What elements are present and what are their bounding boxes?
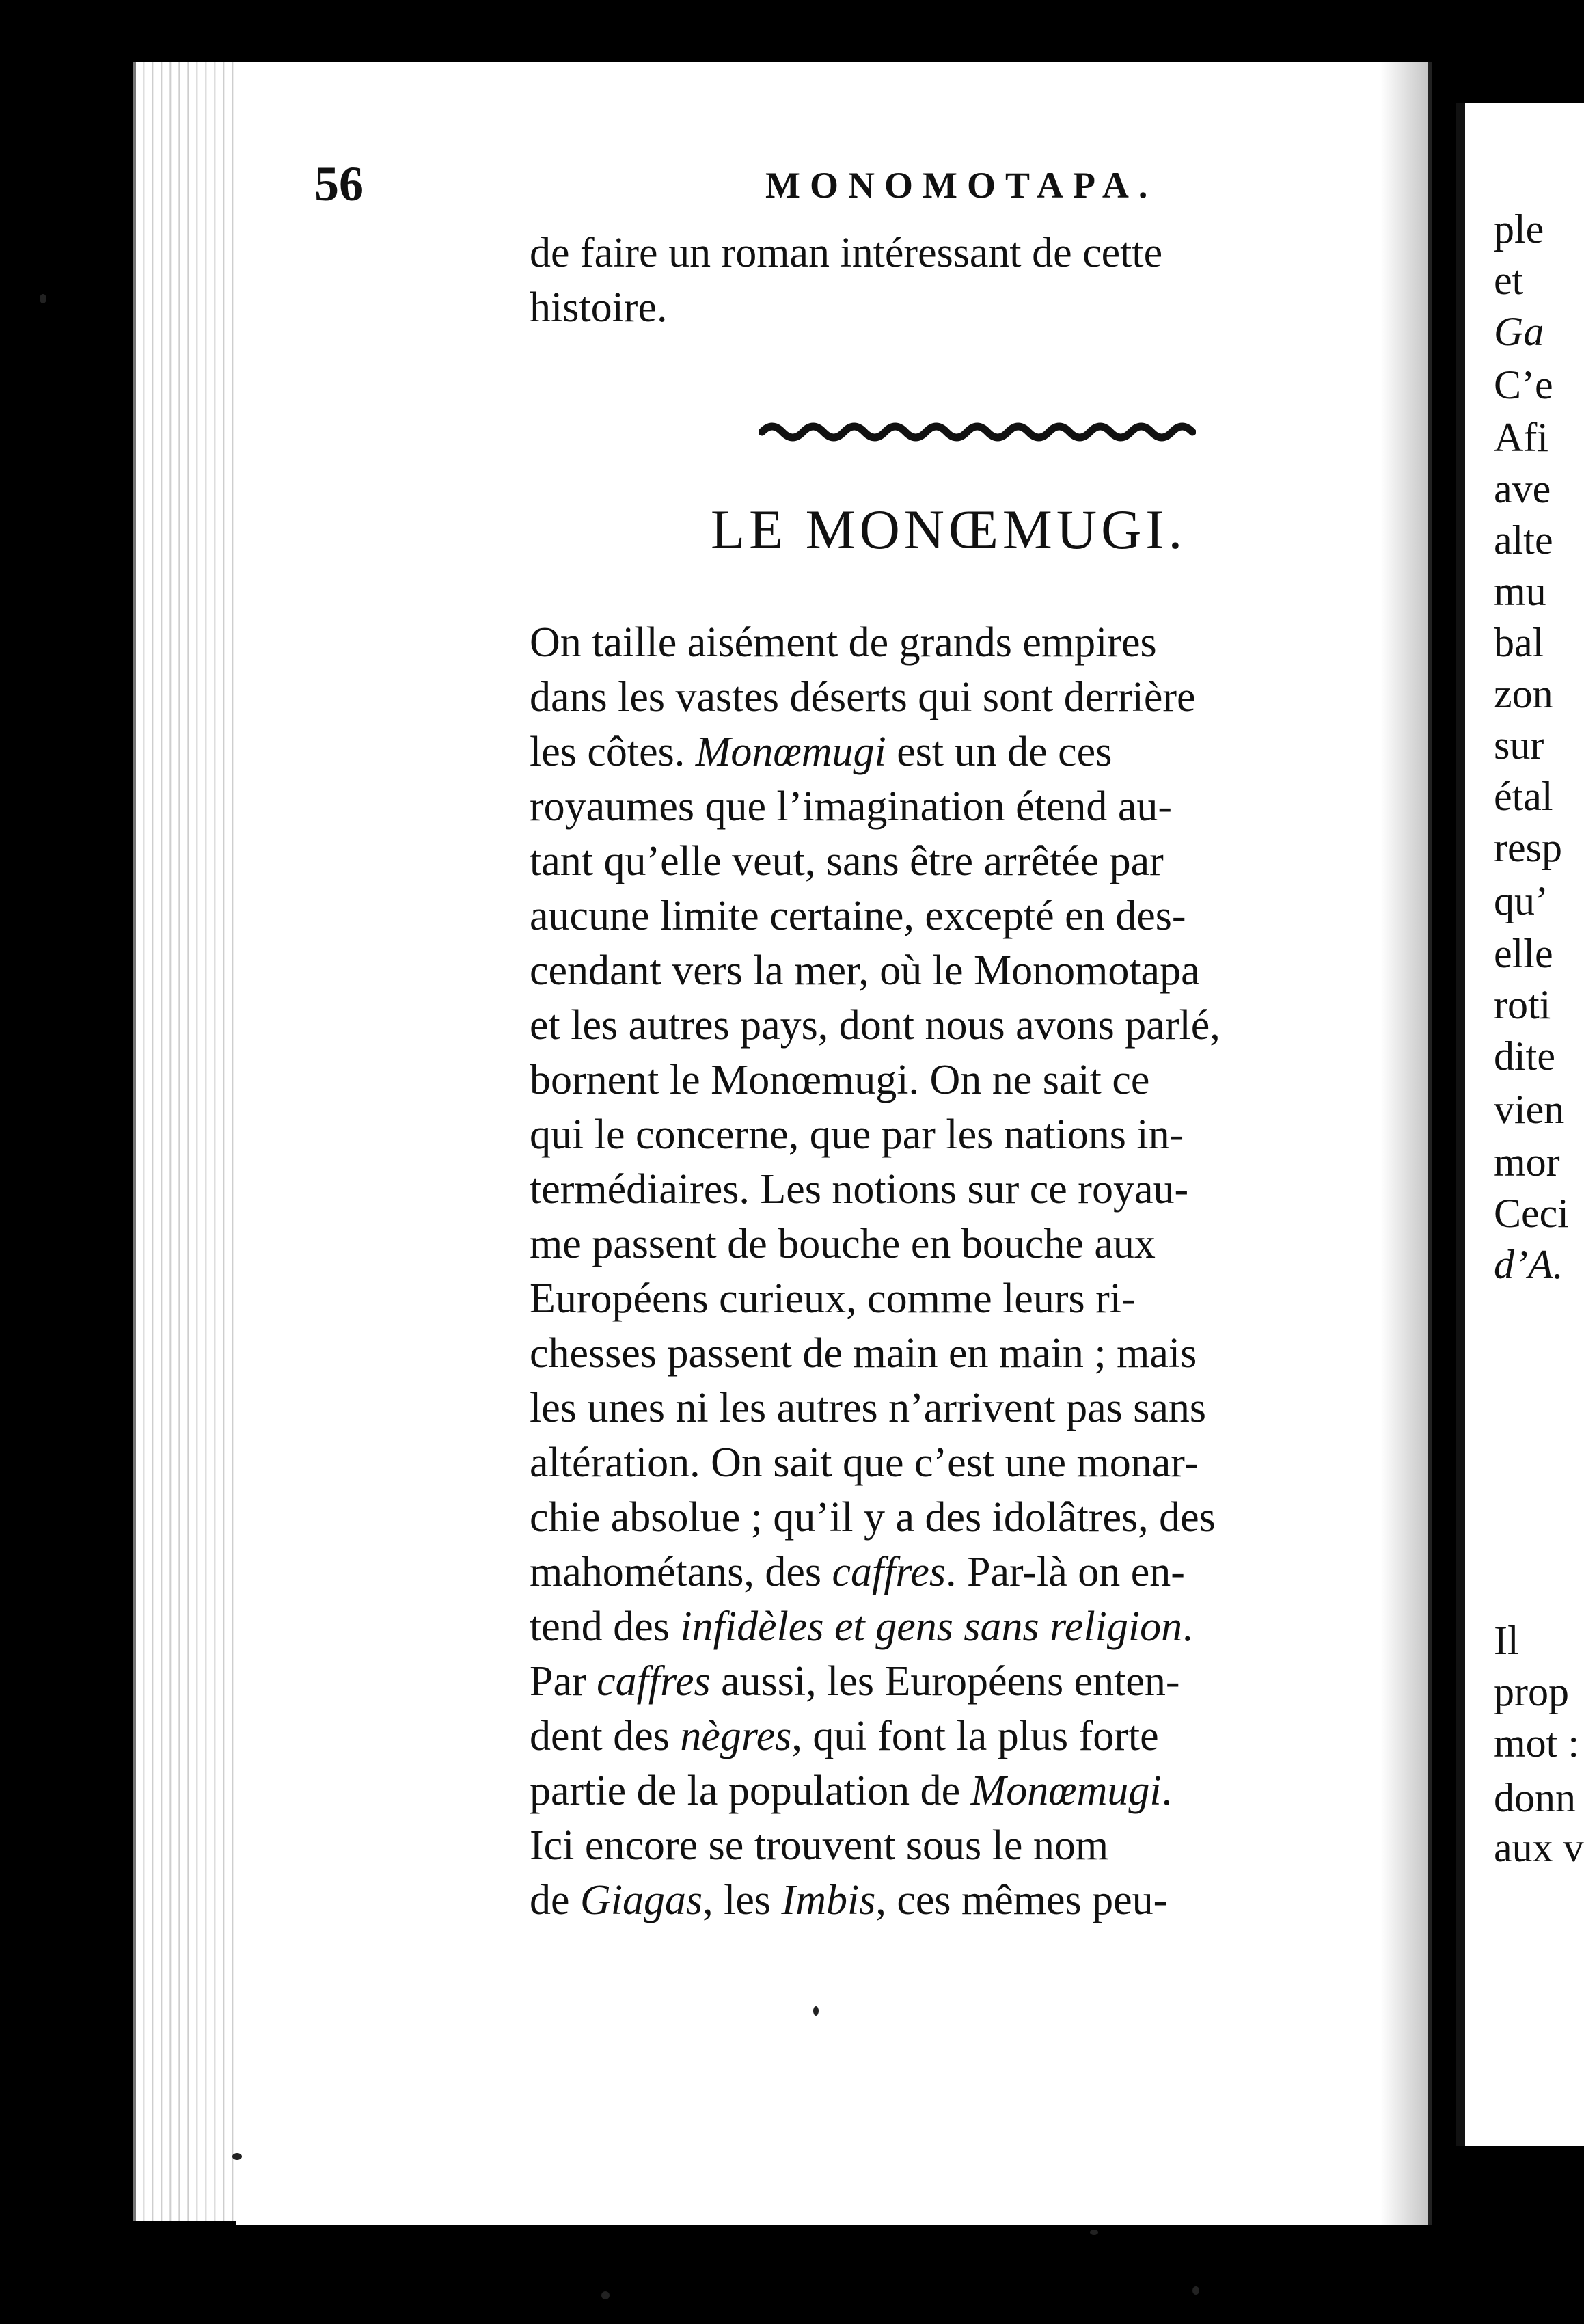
text-line — [530, 1381, 1401, 1435]
text-run: chie absolue ; qu’il y a des idolâtres, des — [530, 1494, 1216, 1541]
text-run: aussi, les Européens enten- — [710, 1658, 1180, 1705]
italic-run: nègres — [680, 1713, 792, 1759]
facing-page-fragment: vien — [1494, 1087, 1565, 1132]
text-line — [530, 1435, 1401, 1490]
facing-page-fragment: zon — [1494, 671, 1553, 716]
facing-page-fragment: donn — [1494, 1775, 1576, 1820]
text-run: Par — [530, 1658, 597, 1705]
text-run: , qui font la plus forte — [791, 1713, 1159, 1759]
facing-page-fragment: ple — [1494, 206, 1544, 252]
text-run: dent des — [530, 1713, 681, 1759]
text-line — [530, 779, 1401, 834]
facing-page-fragment: resp — [1494, 825, 1562, 870]
facing-page-fragment: Ga — [1494, 309, 1544, 354]
facing-page-fragment: roti — [1494, 982, 1551, 1027]
text-run: bornent le Monœmugi. On ne sait ce — [530, 1057, 1150, 1103]
text-run: cendant vers la mer, où le Monomotapa — [530, 947, 1200, 994]
text-run: tend des — [530, 1604, 681, 1650]
facing-page-fragment: sur — [1494, 722, 1544, 768]
facing-page-fragment: bal — [1494, 620, 1544, 665]
facing-page — [1456, 103, 1584, 2146]
text-run: chesses passent de main en main ; mais — [530, 1330, 1197, 1377]
facing-page-fragment: d’A. — [1494, 1242, 1563, 1287]
text-line — [530, 1654, 1401, 1709]
italic-run: Imbis — [781, 1877, 876, 1923]
text-line — [530, 1764, 1401, 1818]
italic-run: Giagas — [580, 1877, 703, 1923]
text-run: et les autres pays, dont nous avons parlé, — [530, 1002, 1220, 1049]
opening-paragraph — [530, 226, 1401, 335]
page-number: 56 — [314, 157, 364, 211]
text-run: On taille aisément de grands empires — [530, 619, 1157, 666]
running-head: MONOMOTAPA. — [765, 165, 1158, 206]
facing-page-fragment: qu’ — [1494, 878, 1548, 923]
facing-page-fragment: et — [1494, 258, 1524, 303]
italic-run: Monœmugi — [695, 729, 886, 775]
text-run: . Par-là on en- — [945, 1549, 1185, 1595]
facing-page-fragment: C’e — [1494, 362, 1553, 407]
text-line — [530, 1217, 1401, 1271]
italic-run: Monœmugi — [970, 1768, 1162, 1814]
text-line — [530, 1490, 1401, 1545]
text-run: royaumes que l’imagination étend au- — [530, 783, 1173, 830]
text-run: Européens curieux, comme leurs ri- — [530, 1275, 1136, 1322]
text-run: , ces mêmes peu- — [875, 1877, 1168, 1923]
text-line — [530, 1709, 1401, 1764]
text-run: partie de la population de — [530, 1768, 971, 1814]
text-run: mahométans, des — [530, 1549, 832, 1595]
text-run: aucune limite certaine, excepté en des- — [530, 893, 1186, 939]
wavy-rule-ornament-icon — [759, 418, 1196, 446]
facing-page-fragment: mu — [1494, 569, 1546, 614]
text-line — [530, 1326, 1401, 1381]
chapter-body — [530, 615, 1401, 1928]
facing-page-fragment: ave — [1494, 466, 1551, 511]
text-line: histoire. — [530, 284, 668, 331]
text-line — [530, 1873, 1401, 1928]
facing-page-fragment: dite — [1494, 1033, 1555, 1079]
text-line — [530, 1107, 1401, 1162]
italic-run: caffres — [597, 1658, 711, 1705]
text-line — [530, 615, 1401, 670]
facing-page-fragment: prop — [1494, 1669, 1569, 1714]
text-line — [530, 1271, 1401, 1326]
italic-run: infidèles et gens sans religion — [680, 1604, 1183, 1650]
text-run: les côtes. — [530, 729, 696, 775]
facing-page-fragment: Il — [1494, 1618, 1519, 1663]
chapter-title: LE MONŒMUGI. — [711, 498, 1187, 560]
text-run: . — [1161, 1768, 1173, 1814]
page-header — [314, 156, 1380, 217]
text-run: de — [530, 1877, 581, 1923]
text-run: dans les vastes déserts qui sont derrière — [530, 674, 1196, 720]
text-line — [530, 834, 1401, 889]
facing-page-fragment: mot : — [1494, 1720, 1580, 1766]
text-run: les unes ni les autres n’arrivent pas sans — [530, 1385, 1207, 1431]
facing-page-fragment: elle — [1494, 931, 1553, 976]
text-line — [530, 725, 1401, 779]
text-line — [530, 998, 1401, 1053]
facing-page-fragment: étal — [1494, 774, 1553, 819]
facing-page-fragment: alte — [1494, 517, 1553, 563]
text-run: tant qu’elle veut, sans être arrêtée par — [530, 838, 1164, 884]
text-run: est un de ces — [886, 729, 1112, 775]
text-run: termédiaires. Les notions sur ce royau- — [530, 1166, 1189, 1213]
text-run: altération. On sait que c’est une monar- — [530, 1440, 1199, 1486]
text-run: Ici encore se trouvent sous le nom — [530, 1822, 1109, 1869]
text-line — [530, 670, 1401, 725]
text-line: de faire un roman intéressant de cette — [530, 230, 1163, 276]
text-line — [530, 1162, 1401, 1217]
text-line — [530, 1818, 1401, 1873]
italic-run: caffres — [832, 1549, 946, 1595]
text-line — [530, 1545, 1401, 1599]
facing-page-fragment: mor — [1494, 1139, 1560, 1185]
text-run: . — [1182, 1604, 1193, 1650]
facing-page-fragment: Ceci — [1494, 1191, 1569, 1236]
text-run: , les — [702, 1877, 782, 1923]
text-line — [530, 1053, 1401, 1107]
text-line — [530, 889, 1401, 943]
text-line — [530, 943, 1401, 998]
text-run: me passent de bouche en bouche aux — [530, 1221, 1156, 1267]
text-run: qui le concerne, que par les nations in- — [530, 1111, 1184, 1158]
text-line — [530, 1599, 1401, 1654]
facing-page-fragment: aux v — [1494, 1825, 1584, 1870]
facing-page-fragment: Afi — [1494, 415, 1548, 460]
